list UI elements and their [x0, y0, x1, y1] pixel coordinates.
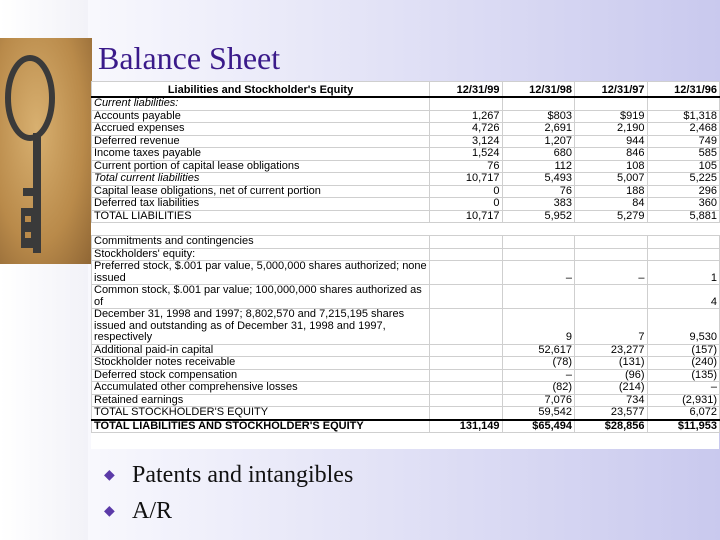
table-row [92, 97, 720, 110]
bullet-text: Patents and intangibles [132, 461, 354, 488]
diamond-bullet-icon: ◆ [104, 503, 115, 519]
row-value: 9 [502, 309, 575, 345]
row-value: (78) [502, 357, 575, 370]
row-value [575, 97, 648, 110]
table-row [92, 309, 720, 345]
row-label: TOTAL LIABILITIES AND STOCKHOLDER'S EQUITY [92, 420, 430, 433]
row-value [430, 285, 503, 309]
row-value [430, 97, 503, 110]
row-value [430, 369, 503, 382]
row-value [647, 223, 720, 236]
row-value: 188 [575, 185, 648, 198]
row-value [575, 223, 648, 236]
row-value [430, 382, 503, 395]
row-value: 10,717 [430, 210, 503, 223]
row-label: Capital lease obligations, net of current portion [92, 185, 430, 198]
table-row [92, 123, 720, 136]
row-value: 23,577 [575, 407, 648, 420]
row-value: 5,007 [575, 173, 648, 186]
row-value: 131,149 [430, 420, 503, 433]
row-label: Common stock, $.001 par value; 100,000,000 shares authorized as of [92, 285, 430, 309]
row-value [575, 236, 648, 249]
row-value: 4 [647, 285, 720, 309]
diamond-bullet-icon: ◆ [104, 467, 115, 483]
row-label: Current liabilities: [92, 97, 430, 110]
row-value: 944 [575, 135, 648, 148]
row-value: 360 [647, 198, 720, 211]
table-row [92, 344, 720, 357]
row-value: 6,072 [647, 407, 720, 420]
row-value: (82) [502, 382, 575, 395]
table-body [92, 97, 720, 433]
row-value [430, 236, 503, 249]
row-value: 296 [647, 185, 720, 198]
row-label: Accumulated other comprehensive losses [92, 382, 430, 395]
table-row [92, 223, 720, 236]
row-value: (135) [647, 369, 720, 382]
row-value [575, 248, 648, 261]
row-value: 7 [575, 309, 648, 345]
row-value: 5,225 [647, 173, 720, 186]
header-date-1996: 12/31/96 [647, 82, 720, 98]
row-value: 76 [430, 160, 503, 173]
table-row [92, 148, 720, 161]
row-value [430, 344, 503, 357]
row-value [647, 248, 720, 261]
row-value: 108 [575, 160, 648, 173]
row-value: 52,617 [502, 344, 575, 357]
bullet-item [104, 457, 353, 493]
row-value: 1,207 [502, 135, 575, 148]
table-row [92, 248, 720, 261]
table-header-row [92, 82, 720, 98]
row-value: 1 [647, 261, 720, 285]
header-label: Liabilities and Stockholder's Equity [92, 82, 430, 98]
row-label: Accrued expenses [92, 123, 430, 136]
row-value [430, 394, 503, 407]
row-value: 112 [502, 160, 575, 173]
row-value: 0 [430, 198, 503, 211]
row-value: (214) [575, 382, 648, 395]
table-row [92, 420, 720, 433]
row-value: 1,267 [430, 110, 503, 123]
row-value [502, 285, 575, 309]
table-row [92, 236, 720, 249]
row-value [575, 285, 648, 309]
bullet-list [104, 457, 353, 529]
row-value: 5,952 [502, 210, 575, 223]
row-value: (2,931) [647, 394, 720, 407]
antique-key-image [0, 38, 92, 264]
table-row [92, 357, 720, 370]
header-date-1997: 12/31/97 [575, 82, 648, 98]
row-value: 105 [647, 160, 720, 173]
row-value: 59,542 [502, 407, 575, 420]
row-value: 2,468 [647, 123, 720, 136]
row-label: Income taxes payable [92, 148, 430, 161]
row-label: Stockholder notes receivable [92, 357, 430, 370]
row-value: (157) [647, 344, 720, 357]
table-row [92, 369, 720, 382]
row-label: Deferred stock compensation [92, 369, 430, 382]
row-value [430, 261, 503, 285]
row-value: 2,691 [502, 123, 575, 136]
row-value: 3,124 [430, 135, 503, 148]
row-value: 383 [502, 198, 575, 211]
row-value: 749 [647, 135, 720, 148]
row-value [430, 309, 503, 345]
table-row [92, 198, 720, 211]
table-row [92, 160, 720, 173]
table-row [92, 210, 720, 223]
row-value: 5,279 [575, 210, 648, 223]
row-value: $65,494 [502, 420, 575, 433]
table-row [92, 185, 720, 198]
row-value: 585 [647, 148, 720, 161]
row-value: 846 [575, 148, 648, 161]
row-value: 10,717 [430, 173, 503, 186]
row-value: 23,277 [575, 344, 648, 357]
row-label: TOTAL LIABILITIES [92, 210, 430, 223]
row-value: 680 [502, 148, 575, 161]
bullet-item [104, 493, 353, 529]
row-value: (240) [647, 357, 720, 370]
row-value: 76 [502, 185, 575, 198]
table-row [92, 285, 720, 309]
row-value: 1,524 [430, 148, 503, 161]
row-label: TOTAL STOCKHOLDER'S EQUITY [92, 407, 430, 420]
row-value: 4,726 [430, 123, 503, 136]
balance-sheet-table [91, 81, 720, 433]
row-label: December 31, 1998 and 1997; 8,802,570 and 7,215,195 shares issued and outstanding as of December 31, 1998 and 1997, respectively [92, 309, 430, 345]
row-value: $11,953 [647, 420, 720, 433]
header-date-1999: 12/31/99 [430, 82, 503, 98]
row-value: 5,493 [502, 173, 575, 186]
bullet-text: A/R [132, 497, 173, 524]
row-label: Current portion of capital lease obligations [92, 160, 430, 173]
table-row [92, 173, 720, 186]
row-value: 5,881 [647, 210, 720, 223]
table-row [92, 261, 720, 285]
row-value: 734 [575, 394, 648, 407]
row-label: Accounts payable [92, 110, 430, 123]
row-label: Total current liabilities [92, 173, 430, 186]
row-value [430, 407, 503, 420]
slide-title: Balance Sheet [98, 40, 281, 76]
table-row [92, 135, 720, 148]
row-value: $919 [575, 110, 648, 123]
row-value: 9,530 [647, 309, 720, 345]
row-value: 7,076 [502, 394, 575, 407]
row-label: Additional paid-in capital [92, 344, 430, 357]
table-row [92, 110, 720, 123]
row-value: (96) [575, 369, 648, 382]
row-value [647, 97, 720, 110]
row-value: – [647, 382, 720, 395]
row-value [502, 223, 575, 236]
row-value: $1,318 [647, 110, 720, 123]
row-label [92, 223, 430, 236]
key-illustration [0, 38, 92, 264]
row-value [502, 248, 575, 261]
row-value: 2,190 [575, 123, 648, 136]
row-value: – [575, 261, 648, 285]
row-value: $28,856 [575, 420, 648, 433]
table-row [92, 407, 720, 420]
balance-sheet-table-container [91, 81, 719, 449]
row-label: Deferred tax liabilities [92, 198, 430, 211]
table-row [92, 382, 720, 395]
row-value: (131) [575, 357, 648, 370]
row-value [502, 236, 575, 249]
row-label: Commitments and contingencies [92, 236, 430, 249]
table-row [92, 394, 720, 407]
row-value: 0 [430, 185, 503, 198]
row-label: Deferred revenue [92, 135, 430, 148]
row-value: $803 [502, 110, 575, 123]
row-value [430, 223, 503, 236]
row-value [430, 248, 503, 261]
row-label: Retained earnings [92, 394, 430, 407]
row-value [647, 236, 720, 249]
header-date-1998: 12/31/98 [502, 82, 575, 98]
row-value: 84 [575, 198, 648, 211]
row-value: – [502, 369, 575, 382]
row-value: – [502, 261, 575, 285]
row-label: Stockholders' equity: [92, 248, 430, 261]
row-label: Preferred stock, $.001 par value, 5,000,000 shares authorized; none issued [92, 261, 430, 285]
row-value [430, 357, 503, 370]
row-value [502, 97, 575, 110]
